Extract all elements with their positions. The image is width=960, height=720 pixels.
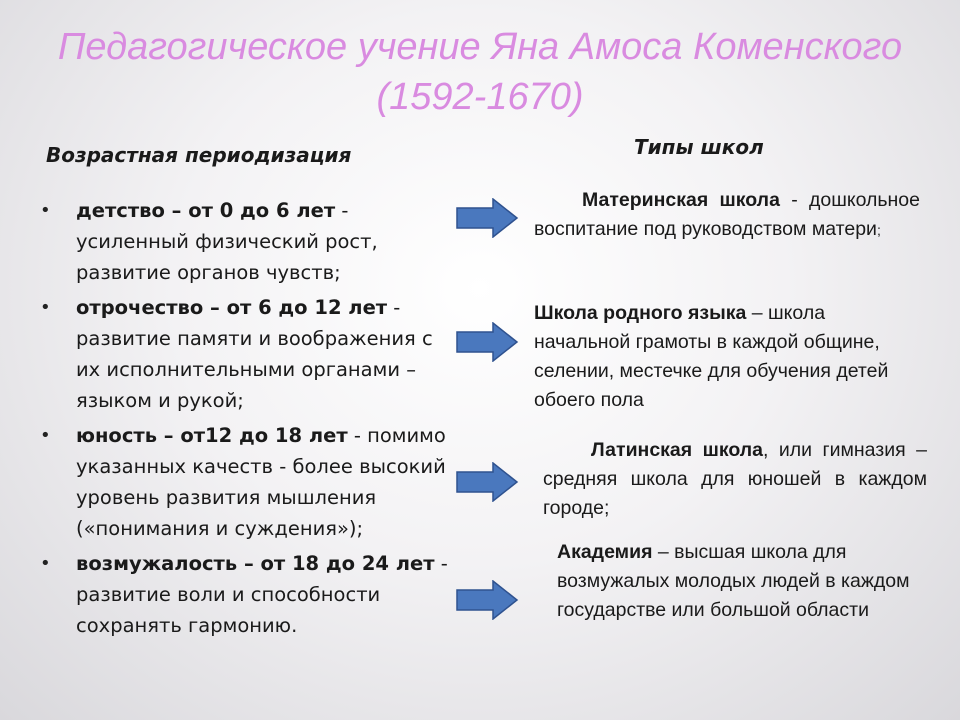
school-description: , или гимназия – средняя школа для юношей в каждом городе; <box>543 439 927 519</box>
right-arrow-icon <box>455 322 519 362</box>
title-line-2: (1592-1670) <box>376 76 584 118</box>
school-description: – школа начальной грамоты в каждой общине, селении, местечке для обучения детей обоего пола <box>534 302 889 411</box>
period-item-adolescence <box>40 292 460 416</box>
school-academy <box>557 538 947 625</box>
slide-title <box>0 22 960 122</box>
bullet-icon: • <box>40 553 51 574</box>
period-item-youth <box>40 420 460 544</box>
period-title: отрочество – от 6 до 12 лет <box>76 296 388 319</box>
school-title: Школа родного языка <box>534 302 747 324</box>
school-title: Латинская школа <box>591 439 764 461</box>
left-heading: Возрастная периодизация <box>46 143 352 167</box>
period-description: - развитие воли и способности сохранять гармонию. <box>76 552 448 637</box>
school-tail: ; <box>876 222 881 238</box>
school-maternal <box>534 186 920 245</box>
school-title: Материнская школа <box>582 189 780 211</box>
period-title: юность – от12 до 18 лет <box>76 424 348 447</box>
period-description: - помимо указанных качеств - более высокий уровень развития мышления («понимания и суждения»); <box>76 424 446 540</box>
bullet-icon: • <box>40 425 51 446</box>
school-native-language <box>534 299 924 415</box>
period-item-maturity <box>40 548 460 641</box>
right-heading: Типы школ <box>634 135 764 159</box>
age-periods-list <box>40 195 460 645</box>
period-title: детство – от 0 до 6 лет <box>76 199 336 222</box>
school-title: Академия <box>557 541 653 563</box>
period-item-childhood <box>40 195 460 288</box>
school-description: – высшая школа для возмужалых молодых людей в каждом государстве или большой области <box>557 541 910 621</box>
school-latin <box>543 436 927 523</box>
period-description: - усиленный физический рост, развитие органов чувств; <box>76 199 378 284</box>
period-title: возмужалость – от 18 до 24 лет <box>76 552 435 575</box>
bullet-icon: • <box>40 297 51 318</box>
school-description: - дошкольное воспитание под руководством матери <box>534 189 920 240</box>
right-arrow-icon <box>455 462 519 502</box>
right-arrow-icon <box>455 198 519 238</box>
bullet-icon: • <box>40 200 51 221</box>
title-line-1: Педагогическое учение Яна Амоса Коменского <box>57 26 903 68</box>
period-description: - развитие памяти и воображения с их исполнительными органами – языком и рукой; <box>76 296 433 412</box>
right-arrow-icon <box>455 580 519 620</box>
